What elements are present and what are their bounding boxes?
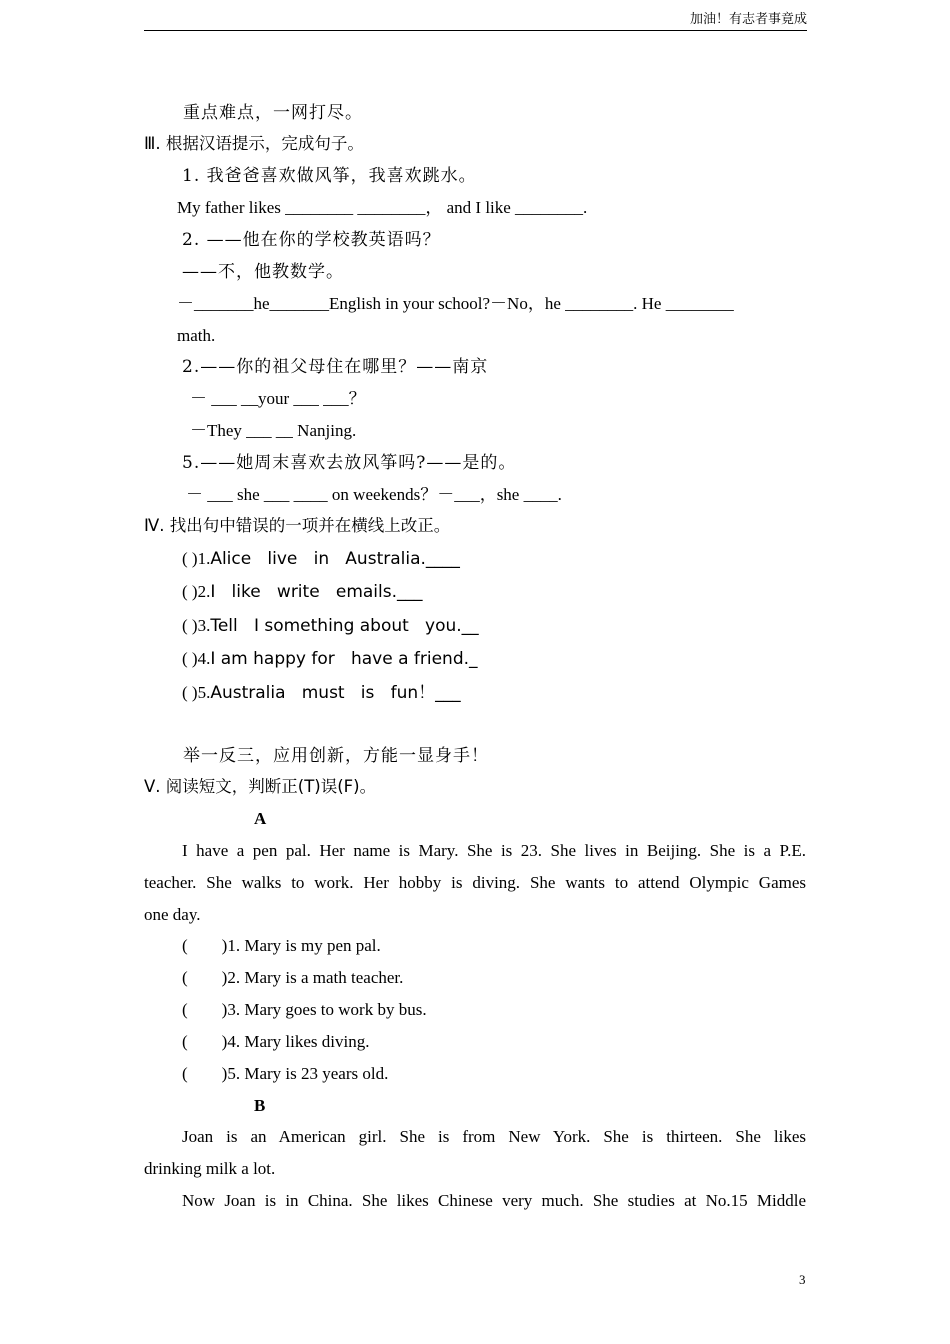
error-item-paren: ( )2. xyxy=(182,582,211,601)
error-item-text: Alice live in Australia.____ xyxy=(210,549,460,569)
page-header: 加油！有志者事竟成 xyxy=(144,10,807,31)
error-item xyxy=(182,681,461,705)
q3-chinese: 2.——你的祖父母住在哪里？——南京 xyxy=(182,357,489,377)
q2-chinese-a: 2. ——他在你的学校教英语吗？ xyxy=(182,230,441,250)
part-b-paragraph-line: drinking milk a lot. xyxy=(144,1159,276,1178)
tf-question: ( )1. Mary is my pen pal. xyxy=(182,936,381,955)
q2-english-a: －_______he_______English in your school?－No，he ________. He ________ xyxy=(177,294,734,313)
section4-title: Ⅳ. 找出句中错误的一项并在横线上改正。 xyxy=(144,516,451,535)
error-item xyxy=(182,547,460,571)
error-item xyxy=(182,580,423,604)
part-a-paragraph-line: one day. xyxy=(144,905,201,924)
part-a-label: A xyxy=(254,809,267,828)
section3-intro: 重点难点，一网打尽。 xyxy=(183,103,363,123)
tf-question: ( )5. Mary is 23 years old. xyxy=(182,1064,389,1083)
error-item-paren: ( )1. xyxy=(182,549,211,568)
section3-title: Ⅲ. 根据汉语提示，完成句子。 xyxy=(144,134,364,153)
q1-chinese: 1. 我爸爸喜欢做风筝，我喜欢跳水。 xyxy=(182,166,477,186)
q5-english: － ___ she ___ ____ on weekends？－___，she ____. xyxy=(186,485,562,504)
q5-chinese: 5.——她周末喜欢去放风筝吗?——是的。 xyxy=(182,453,517,473)
tf-question: ( )3. Mary goes to work by bus. xyxy=(182,1000,427,1019)
part-b-label: B xyxy=(254,1096,266,1115)
error-item xyxy=(182,647,478,671)
q1-english: My father likes ________ ________， and I like ________. xyxy=(177,198,588,217)
q2-chinese-b: ——不，他教数学。 xyxy=(182,262,344,282)
part-b-paragraph-line: Now Joan is in China. She likes Chinese very much. She studies at No.15 Middle xyxy=(182,1191,806,1210)
tf-question: ( )4. Mary likes diving. xyxy=(182,1032,370,1051)
error-item-paren: ( )3. xyxy=(182,616,211,635)
section5-title: Ⅴ. 阅读短文，判断正(T)误(F)。 xyxy=(144,777,377,796)
error-item-paren: ( )5. xyxy=(182,683,211,702)
q3-english-a: － ___ __your ___ ___？ xyxy=(190,389,366,408)
error-item-text: Tell I something about you.__ xyxy=(210,616,479,636)
section5-intro: 举一反三，应用创新，方能一显身手！ xyxy=(183,746,489,766)
q2-english-b: math. xyxy=(177,326,216,345)
error-item-paren: ( )4. xyxy=(182,649,211,668)
part-a-paragraph-line: teacher. She walks to work. Her hobby is diving. She wants to attend Olympic Games xyxy=(144,873,806,892)
error-item-text: Australia must is fun！___ xyxy=(210,683,461,703)
part-b-paragraph-line: Joan is an American girl. She is from New York. She is thirteen. She likes xyxy=(182,1127,806,1146)
part-a-paragraph-line: I have a pen pal. Her name is Mary. She is 23. She lives in Beijing. She is a P.E. xyxy=(182,841,806,860)
q3-english-b: －They ___ __ Nanjing. xyxy=(190,421,357,440)
page-number: 3 xyxy=(799,1272,806,1287)
error-item-text: I am happy for have a friend._ xyxy=(210,649,478,669)
error-item-text: I like write emails.___ xyxy=(210,582,423,602)
error-item xyxy=(182,614,479,638)
tf-question: ( )2. Mary is a math teacher. xyxy=(182,968,404,987)
